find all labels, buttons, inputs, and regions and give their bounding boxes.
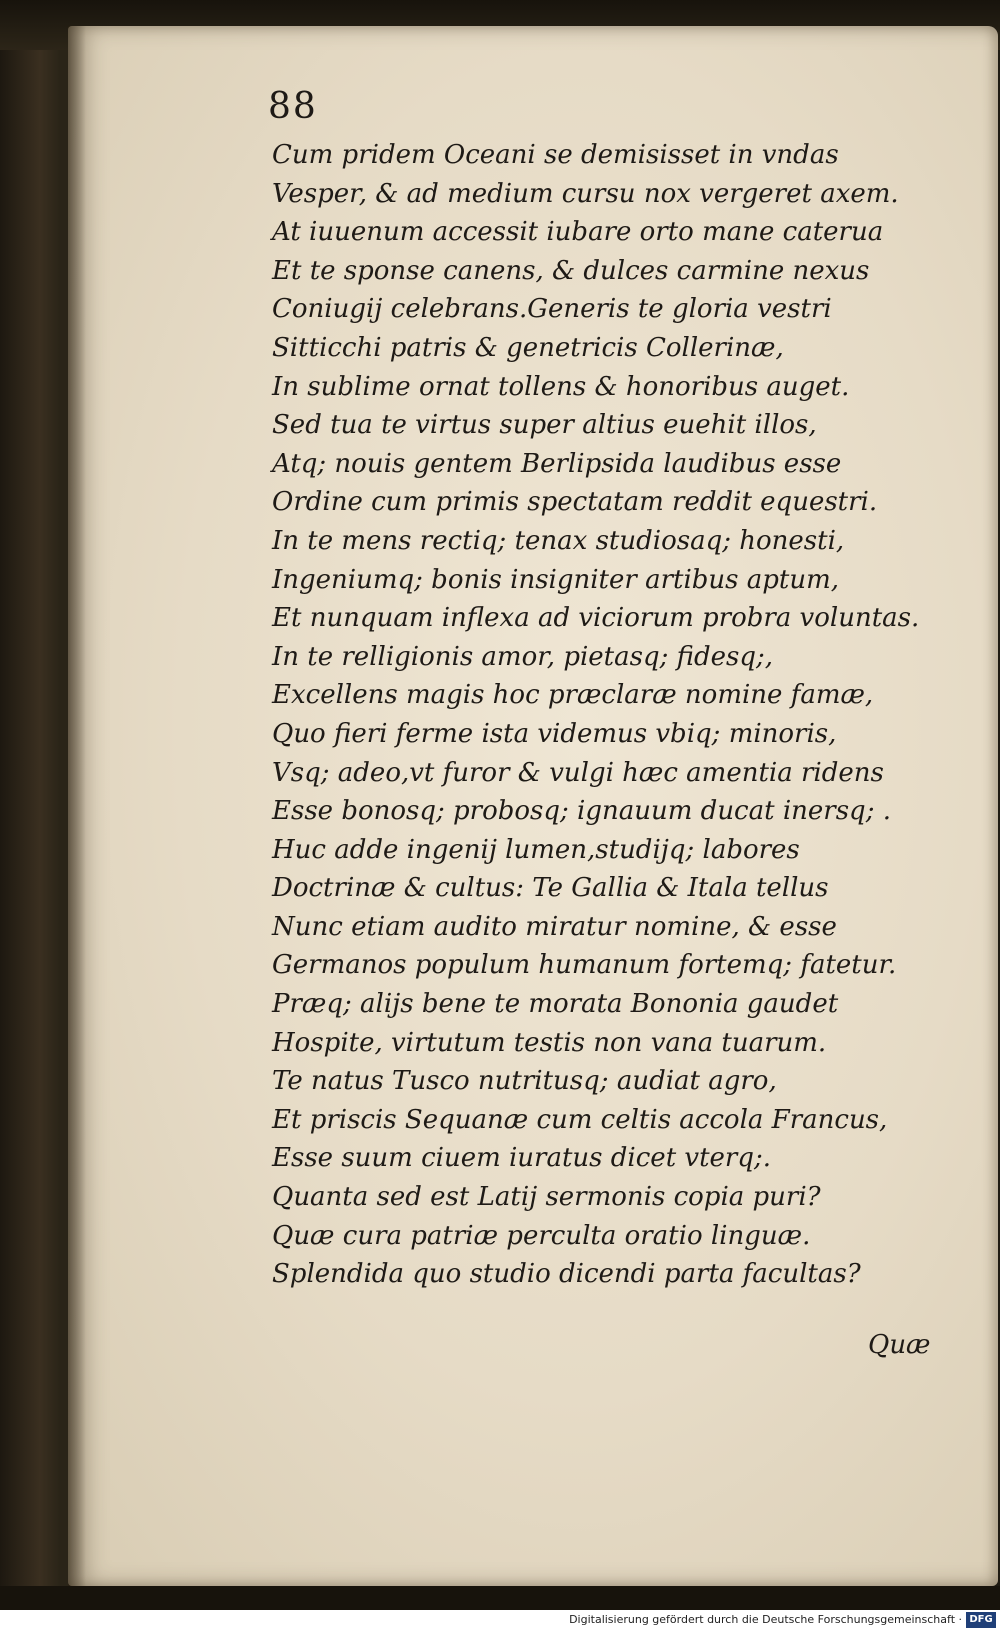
digitization-footer xyxy=(0,1610,1000,1632)
text-line: Vsq; adeo,vt furor & vulgi hæc amentia ridens xyxy=(272,757,884,788)
text-line: Quo fieri ferme ista videmus vbiq; minoris, xyxy=(272,718,837,749)
poem-text xyxy=(272,136,952,1294)
text-line: Esse suum ciuem iuratus dicet vterq;. xyxy=(272,1143,772,1174)
text-line: Et te sponse canens, & dulces carmine nexus xyxy=(272,255,870,286)
text-line: Hospite, virtutum testis non vana tuarum. xyxy=(272,1027,827,1058)
dfg-logo: DFG xyxy=(966,1612,996,1628)
text-line: Germanos populum humanum fortemq; fatetur. xyxy=(272,950,897,981)
text-line: Esse bonosq; probosq; ignauum ducat inersq; . xyxy=(272,796,891,827)
text-line: Doctrinæ & cultus: Te Gallia & Itala tellus xyxy=(272,873,829,904)
text-line: Coniugij celebrans.Generis te gloria vestri xyxy=(272,294,832,325)
text-line: Cum pridem Oceani se demisisset in vndas xyxy=(272,140,839,170)
page-gutter-shadow xyxy=(68,26,86,1586)
funding-notice: Digitalisierung gefördert durch die Deutsche Forschungsgemeinschaft · xyxy=(569,1613,962,1626)
text-line: Quanta sed est Latij sermonis copia puri? xyxy=(272,1182,821,1213)
text-line: Vesper, & ad medium cursu nox vergeret axem. xyxy=(272,178,899,209)
text-line: Huc adde ingenij lumen,studijq; labores xyxy=(272,834,800,865)
text-line: Te natus Tusco nutritusq; audiat agro, xyxy=(272,1066,777,1097)
catchword: Quæ xyxy=(868,1330,931,1360)
text-line: Ordine cum primis spectatam reddit equestri. xyxy=(272,487,878,518)
text-line: Sitticchi patris & genetricis Collerinæ, xyxy=(272,332,784,363)
page-number: 88 xyxy=(268,86,318,127)
text-line: Quæ cura patriæ perculta oratio linguæ. xyxy=(272,1220,811,1251)
text-line: Sed tua te virtus super altius euehit illos, xyxy=(272,410,817,441)
text-line: In sublime ornat tollens & honoribus auget. xyxy=(272,371,850,402)
text-line: Splendida quo studio dicendi parta facultas? xyxy=(272,1259,861,1290)
text-line: Ingeniumq; bonis insigniter artibus aptum, xyxy=(272,564,840,595)
text-line: Excellens magis hoc præclaræ nomine famæ, xyxy=(272,680,874,711)
text-line: In te relligionis amor, pietasq; fidesq;, xyxy=(272,641,774,672)
text-line: In te mens rectiq; tenax studiosaq; honesti, xyxy=(272,525,845,556)
text-line: Et priscis Sequanæ cum celtis accola Francus, xyxy=(272,1104,888,1135)
text-line: Atq; nouis gentem Berlipsida laudibus esse xyxy=(272,448,842,479)
text-line: At iuuenum accessit iubare orto mane caterua xyxy=(272,217,884,248)
text-line: Nunc etiam audito miratur nomine, & esse xyxy=(272,911,837,942)
book-bottom-edge xyxy=(0,1586,1000,1610)
text-line: Et nunquam inflexa ad viciorum probra voluntas. xyxy=(272,603,920,634)
text-line: Præq; alijs bene te morata Bononia gaudet xyxy=(272,989,839,1020)
